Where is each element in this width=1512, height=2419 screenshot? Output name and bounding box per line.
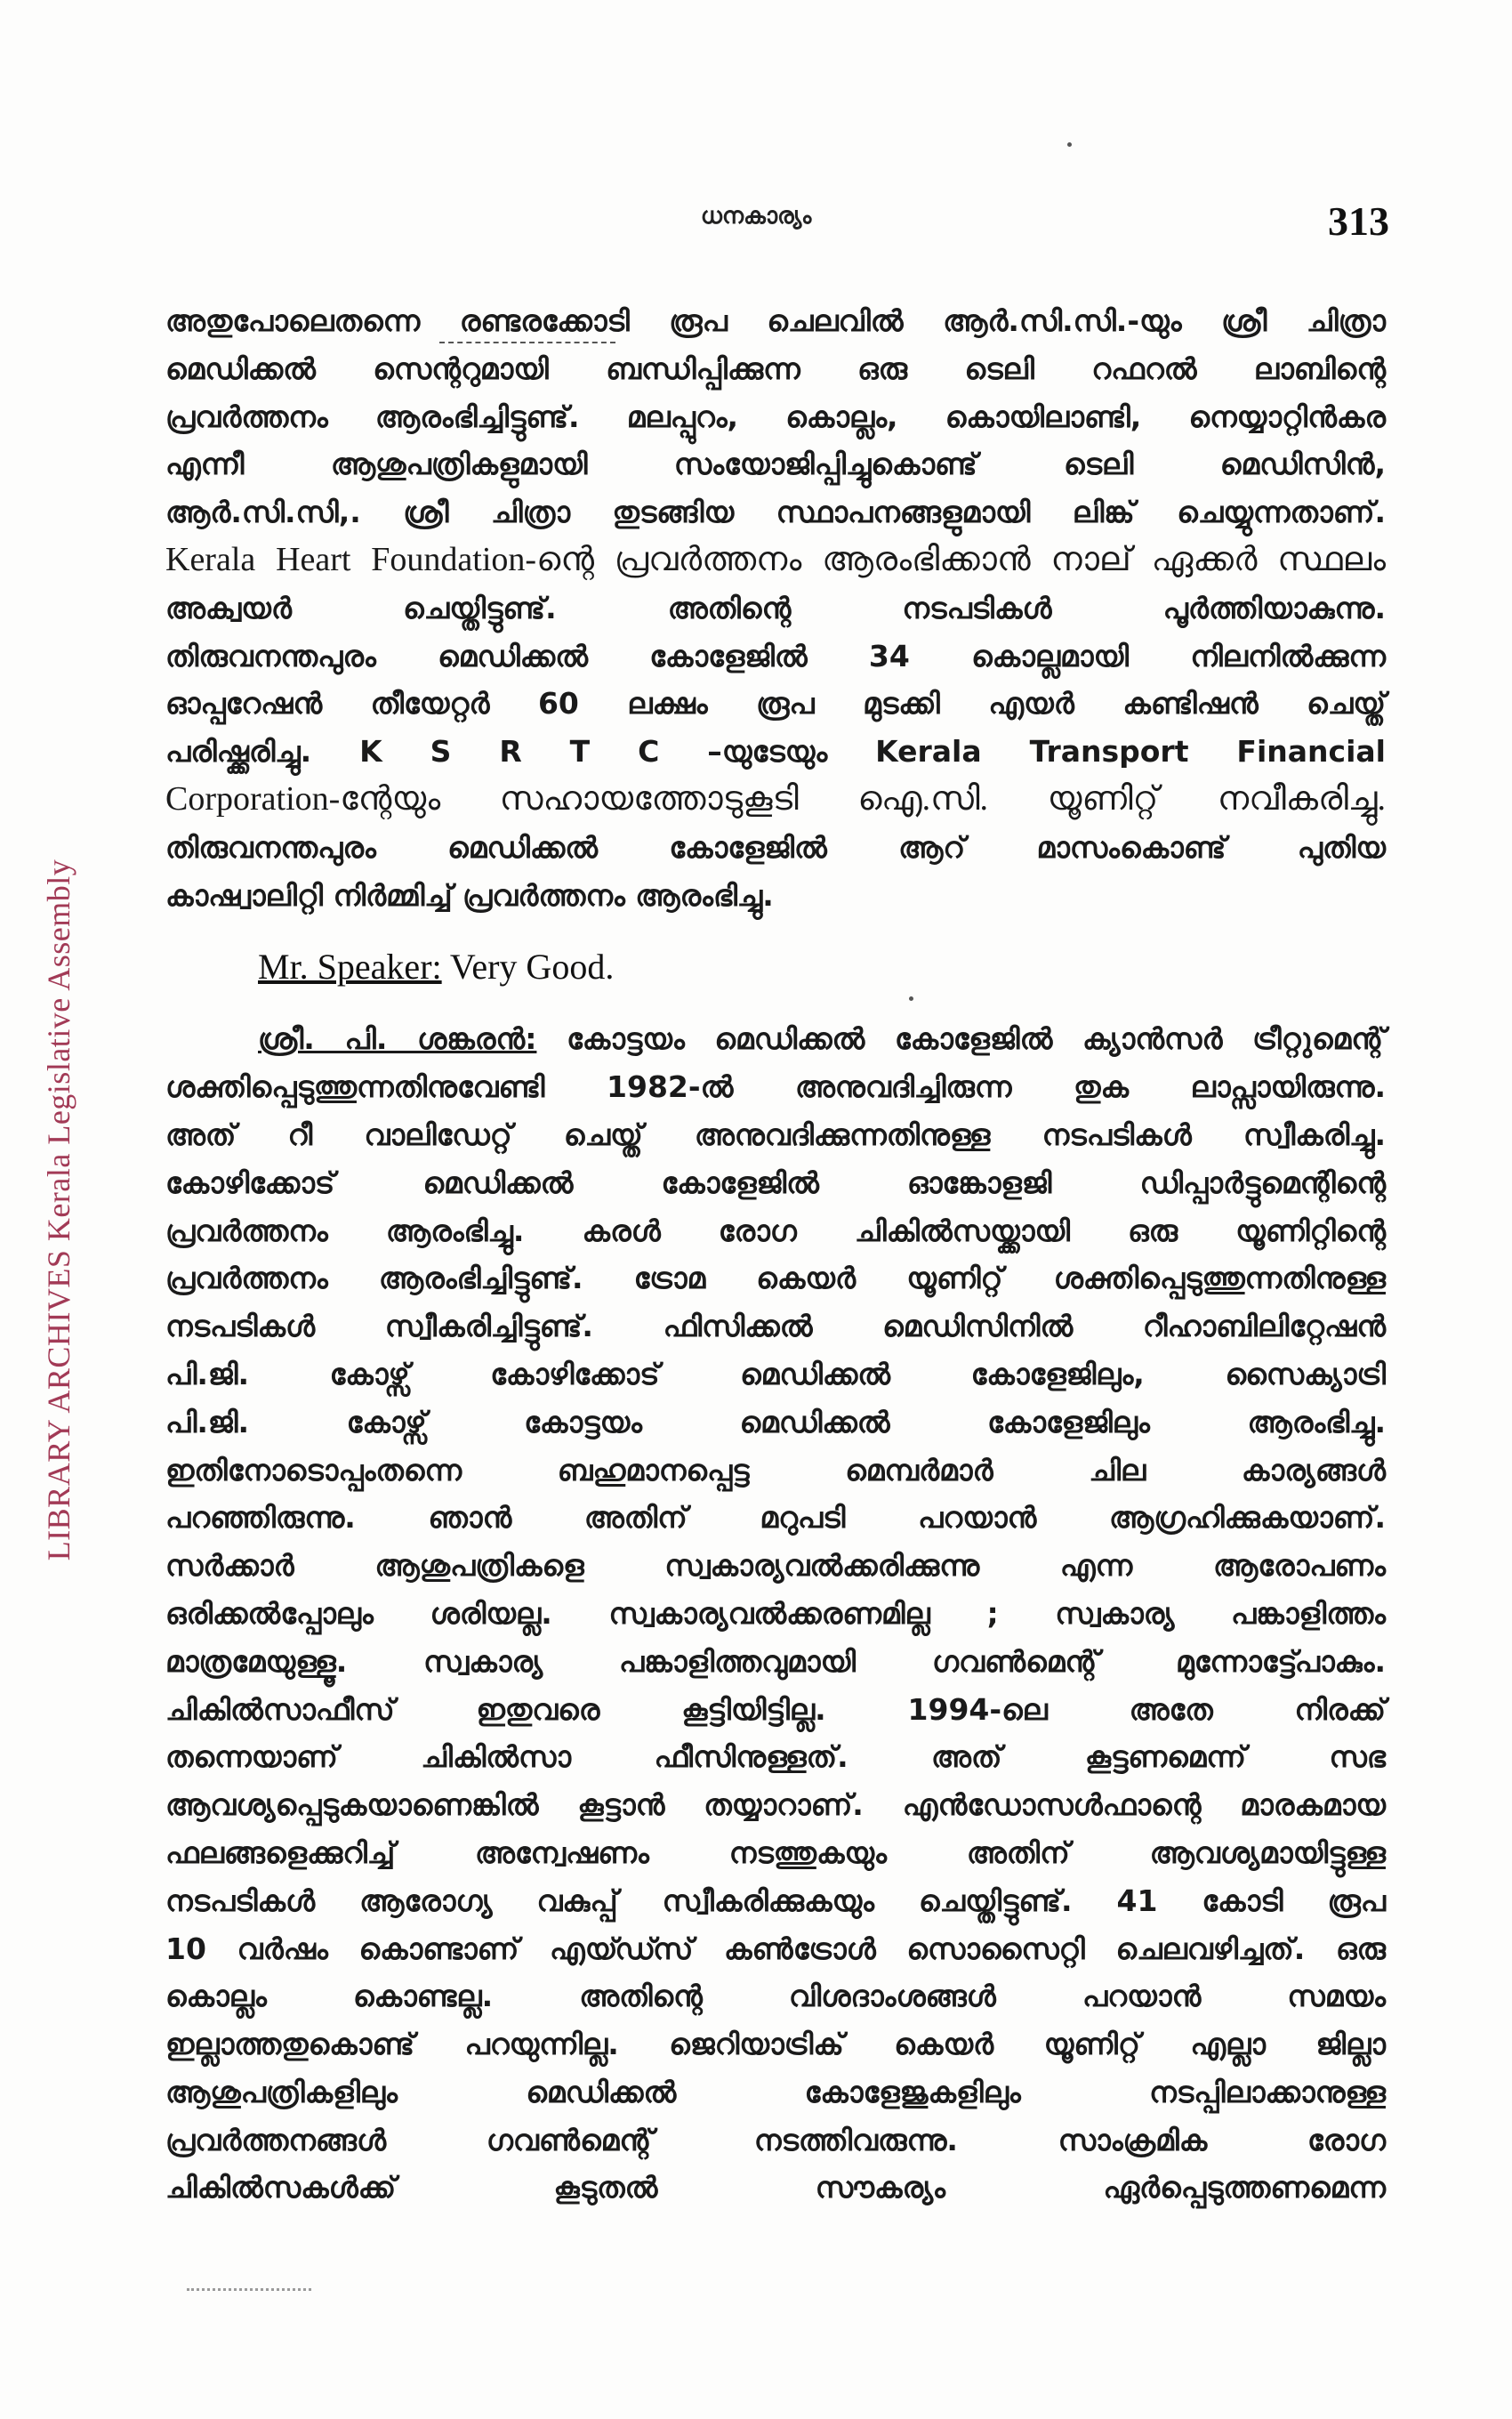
text-line: പി.ജി. കോഴ്സ് കോട്ടയം മെഡിക്കൽ കോളേജിലും ആരംഭിച്ചു. xyxy=(165,1404,1386,1439)
text-line: പ്രവർത്തനം ആരംഭിച്ചിട്ടുണ്ട്. ട്രോമ കെയർ യൂണിറ്റ് ശക്തിപ്പെടുത്തുന്നതിനുള്ള xyxy=(165,1261,1386,1296)
text-line: ചികിൽസകൾക്ക് കൂടുതൽ സൗകര്യം ഏർപ്പെടുത്തണമെന്ന xyxy=(165,2170,1386,2205)
text-line: ആശുപത്രികളിലും മെഡിക്കൽ കോളേജുകളിലും നടപ്പിലാക്കാനുള്ള xyxy=(165,2074,1386,2109)
text-line: ഇതിനോടൊപ്പംതന്നെ ബഹുമാനപ്പെട്ട മെമ്പർമാർ ചില കാര്യങ്ങൾ xyxy=(165,1452,1386,1488)
text-line: ഫലങ്ങളെക്കുറിച്ച് അന്വേഷണം നടത്തുകയും അതിന് ആവശ്യമായിട്ടുള്ള xyxy=(165,1834,1386,1870)
member-name: ശ്രീ. പി. ശങ്കരൻ: xyxy=(258,1021,537,1057)
text-line: അതുപോലെതന്നെ രണ്ടരക്കോടി രൂപ ചെലവിൽ ആർ.സി.സി.-യും ശ്രീ ചിത്രാ xyxy=(165,303,1386,338)
body-text xyxy=(165,297,1386,2212)
paragraph-gap xyxy=(165,992,1386,1015)
text-line-first xyxy=(165,1015,1386,1063)
archive-watermark: LIBRARY ARCHIVES Kerala Legislative Assembly xyxy=(41,859,76,1561)
speaker-name: Mr. Speaker: xyxy=(258,947,442,988)
text-line: പ്രവർത്തനങ്ങൾ ഗവൺമെന്റ് നടത്തിവരുന്നു. സാംക്രമിക രോഗ xyxy=(165,2122,1386,2157)
text-line: മെഡിക്കൽ സെന്ററുമായി ബന്ധിപ്പിക്കുന്ന ഒരു ടെലി റഫറൽ ലാബിന്റെ xyxy=(165,351,1386,386)
paragraph-2 xyxy=(165,1015,1386,2212)
text-line: Kerala Heart Foundation-ന്റെ പ്രവർത്തനം ആരംഭിക്കാൻ നാല് ഏക്കർ സ്ഥലം xyxy=(165,540,1386,578)
page-number: 313 xyxy=(1328,198,1389,244)
text-line: കോഴിക്കോട് മെഡിക്കൽ കോളേജിൽ ഓങ്കോളജി ഡിപ്പാർട്ടുമെന്റിന്റെ xyxy=(165,1165,1386,1200)
scan-dust xyxy=(909,996,913,1001)
text-line: എന്നീ ആശുപത്രികളുമായി സംയോജിപ്പിച്ചുകൊണ്ട് ടെലി മെഡിസിൻ, xyxy=(165,447,1386,482)
text-line: Corporation-ന്റേയും സഹായത്തോടുകൂടി ഐ.സി. യൂണിറ്റ് നവീകരിച്ചു. xyxy=(165,779,1386,818)
running-head: ധനകാര്യം xyxy=(700,203,812,230)
paragraph-gap xyxy=(165,919,1386,942)
text-line: നടപടികൾ സ്വീകരിച്ചിട്ടുണ്ട്. ഫിസിക്കൽ മെഡിസിനിൽ റീഹാബിലിറ്റേഷൻ xyxy=(165,1309,1386,1344)
speaker-remark xyxy=(165,942,1386,992)
member-text: കോട്ടയം മെഡിക്കൽ കോളേജിൽ ക്യാൻസർ ട്രീറ്റുമെന്റ് xyxy=(536,1021,1386,1057)
text-line: തിരുവനന്തപുരം മെഡിക്കൽ കോളേജിൽ 34 കൊല്ലമായി നിലനിൽക്കുന്ന xyxy=(165,638,1386,673)
text-line: നടപടികൾ ആരോഗ്യ വകുപ്പ് സ്വീകരിക്കുകയും ചെയ്തിട്ടുണ്ട്. 41 കോടി രൂപ xyxy=(165,1883,1386,1918)
paragraph-1 xyxy=(165,297,1386,919)
text-line: അത് റീ വാലിഡേറ്റ് ചെയ്ത് അനുവദിക്കുന്നതിനുള്ള നടപടികൾ സ്വീകരിച്ചു. xyxy=(165,1117,1386,1152)
speaker-text: Very Good. xyxy=(441,947,615,988)
text-line: ശക്തിപ്പെടുത്തുന്നതിനുവേണ്ടി 1982-ൽ അനുവദിച്ചിരുന്ന തുക ലാപ്സായിരുന്നു. xyxy=(165,1069,1386,1105)
text-line: മാത്രമേയുള്ളൂ. സ്വകാര്യ പങ്കാളിത്തവുമായി ഗവൺമെന്റ് മുന്നോട്ട്പോകും. xyxy=(165,1643,1386,1679)
text-line: പ്രവർത്തനം ആരംഭിച്ചിട്ടുണ്ട്. മലപ്പുറം, കൊല്ലം, കൊയിലാണ്ടി, നെയ്യാറ്റിൻകര xyxy=(165,399,1386,434)
text-line: ആവശ്യപ്പെടുകയാണെങ്കിൽ കൂട്ടാൻ തയ്യാറാണ്. എൻഡോസൾഫാന്റെ മാരകമായ xyxy=(165,1787,1386,1823)
text-line: പി.ജി. കോഴ്സ് കോഴിക്കോട് മെഡിക്കൽ കോളേജിലും, സൈക്യാട്രി xyxy=(165,1356,1386,1391)
text-line: തിരുവനന്തപുരം മെഡിക്കൽ കോളേജിൽ ആറ് മാസംകൊണ്ട് പുതിയ xyxy=(165,829,1386,865)
text-line: ഓപ്പറേഷൻ തീയേറ്റർ 60 ലക്ഷം രൂപ മുടക്കി എയർ കണ്ടിഷൻ ചെയ്ത് xyxy=(165,686,1386,722)
text-line: സർക്കാർ ആശുപത്രികളെ സ്വകാര്യവൽക്കരിക്കുന്നു എന്ന ആരോപണം xyxy=(165,1548,1386,1584)
text-line: പ്രവർത്തനം ആരംഭിച്ചു. കരൾ രോഗ ചികിൽസയ്ക്കായി ഒരു യൂണിറ്റിന്റെ xyxy=(165,1213,1386,1248)
text-line: ചികിൽസാഫീസ് ഇതുവരെ കൂട്ടിയിട്ടില്ല. 1994-ലെ അതേ നിരക്ക് xyxy=(165,1691,1386,1727)
scan-artifact xyxy=(187,2285,311,2291)
text-line: പരിഷ്ക്കരിച്ചു. K S R T C –യുടേയും Kerala Transport Financial xyxy=(165,734,1386,770)
scan-dust xyxy=(1067,142,1072,147)
text-line: ഒരിക്കൽപ്പോലും ശരിയല്ല. സ്വകാര്യവൽക്കരണമില്ല ; സ്വകാര്യ പങ്കാളിത്തം xyxy=(165,1595,1386,1631)
text-line: തന്നെയാണ് ചികിൽസാ ഫീസിനുള്ളത്. അത് കൂട്ടണമെന്ന് സഭ xyxy=(165,1739,1386,1775)
text-line: ഇല്ലാത്തതുകൊണ്ട് പറയുന്നില്ല. ജെറിയാട്രിക് കെയർ യൂണിറ്റ് എല്ലാ ജില്ലാ xyxy=(165,2027,1386,2062)
text-line: അക്വയർ ചെയ്തിട്ടുണ്ട്. അതിന്റെ നടപടികൾ പൂർത്തിയാകുന്നു. xyxy=(165,590,1386,625)
text-line: കൊല്ലം കൊണ്ടല്ല. അതിന്റെ വിശദാംശങ്ങൾ പറയാൻ സമയം xyxy=(165,1979,1386,2014)
text-line: ആർ.സി.സി,. ശ്രീ ചിത്രാ തുടങ്ങിയ സ്ഥാപനങ്ങളുമായി ലിങ്ക് ചെയ്യുന്നതാണ്. xyxy=(165,495,1386,530)
text-line: കാഷ്വാലിറ്റി നിർമ്മിച്ച് പ്രവർത്തനം ആരംഭിച്ചു. xyxy=(165,877,774,913)
text-line: 10 വർഷം കൊണ്ടാണ് എയ്ഡ്സ് കൺട്രോൾ സൊസൈറ്റി ചെലവഴിച്ചത്. ഒരു xyxy=(165,1931,1386,1966)
text-line: പറഞ്ഞിരുന്നു. ഞാൻ അതിന് മറുപടി പറയാൻ ആഗ്രഹിക്കുകയാണ്. xyxy=(165,1500,1386,1536)
